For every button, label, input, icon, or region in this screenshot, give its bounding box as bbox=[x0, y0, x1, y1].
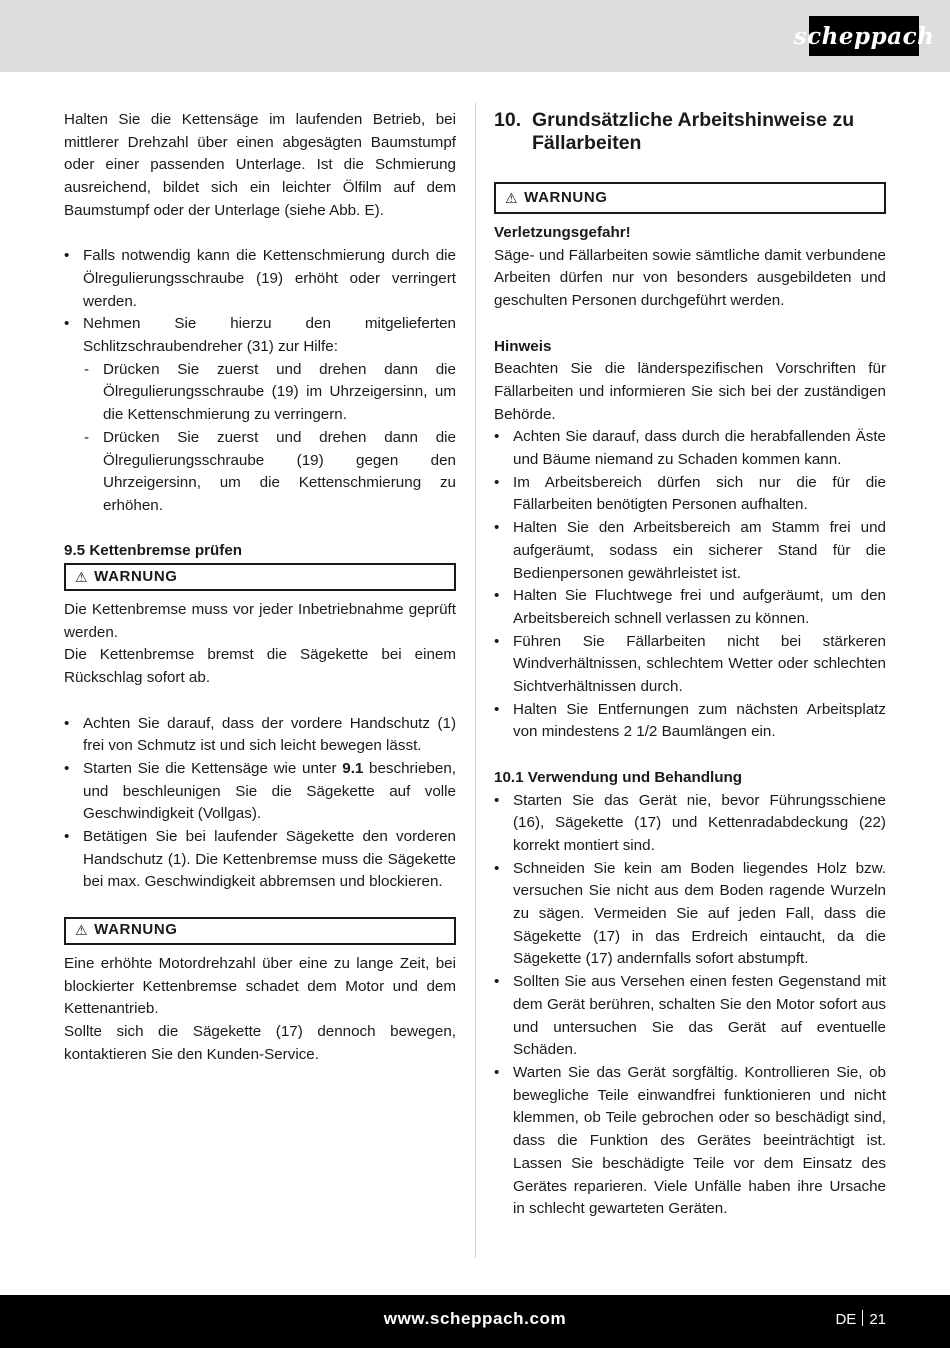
usage-list bbox=[494, 790, 886, 1221]
warning-box bbox=[494, 182, 886, 214]
page-number: 21 bbox=[869, 1311, 886, 1328]
list-item: • Halten Sie Fluchtwege frei und aufgeräumt, um den Arbeitsbereich schnell verlassen zu können. bbox=[494, 585, 886, 630]
column-divider bbox=[475, 103, 476, 1258]
list-item bbox=[64, 313, 456, 517]
list-item: • Warten Sie das Gerät sorgfältig. Kontrollieren Sie, ob bewegliche Teile einwandfrei funktionieren und nicht klemmen, ob Teile gebrochen oder so beschädigt sind, dass die Funktion des Gerätes beeinträchtigt ist. Lassen Sie beschädigte Teile vor dem Einsatz des Gerätes reparieren. Viele Unfälle haben ihre Ursache in schlecht gewarteten Geräten. bbox=[494, 1062, 886, 1221]
list-item-prefix: Starten Sie die Kettensäge wie unter bbox=[83, 759, 343, 777]
section-reference: 9.1 bbox=[342, 759, 364, 777]
list-item: • Achten Sie darauf, dass der vordere Handschutz (1) frei von Schmutz ist und sich leicht bewegen lässt. bbox=[64, 713, 456, 758]
list-item: • Halten Sie den Arbeitsbereich am Stamm frei und aufgeräumt, sodass ein sicherer Stand für die Bedienpersonen gewährleistet ist. bbox=[494, 517, 886, 585]
dash-item: - Drücken Sie zuerst und drehen dann die Ölregulierungsschraube (19) im Uhrzeigersinn, um die Kettenschmierung zu verringern. bbox=[83, 359, 456, 427]
language-code: DE bbox=[835, 1311, 857, 1328]
list-item: • Im Arbeitsbereich dürfen sich nur die für die Fällarbeiten benötigten Personen aufhalten. bbox=[494, 472, 886, 517]
warning-label: WARNUNG bbox=[524, 188, 608, 206]
warning-triangle-icon: ⚠ bbox=[75, 568, 89, 585]
danger-text: Säge- und Fällarbeiten sowie sämtliche damit verbundene Arbeiten dürfen nur von besonders ausgebildeten und geschulten Personen durchgeführt werden. bbox=[494, 246, 886, 310]
warning-triangle-icon: ⚠ bbox=[75, 922, 89, 939]
list-item: • Betätigen Sie bei laufender Sägekette den vorderen Handschutz (1). Die Kettenbremse muss die Sägekette bei max. Geschwindigkeit abbremsen und blockieren. bbox=[64, 826, 456, 894]
note-text: Beachten Sie die länderspezifischen Vorschriften für Fällarbeiten und informieren Sie sich bei der zuständigen Behörde. bbox=[494, 360, 886, 423]
intro-paragraph: Halten Sie die Kettensäge im laufenden Betrieb, bei mittlerer Drehzahl über einen abgesägten Baumstumpf oder einer passenden Unterlage. Ist die Schmierung ausreichend, bildet sich ein leichter Ölfilm auf dem Baumstumpf oder der Unterlage (siehe Abb. E). bbox=[64, 111, 456, 219]
list-item: • Achten Sie darauf, dass durch die herabfallenden Äste und Bäume niemand zu Schaden kommen kann. bbox=[494, 426, 886, 471]
list-item: • Führen Sie Fällarbeiten nicht bei stärkeren Windverhältnissen, schlechtem Wetter oder schlechten Sichtverhältnissen durch. bbox=[494, 631, 886, 699]
header-bar bbox=[0, 0, 950, 72]
separator bbox=[862, 1310, 863, 1326]
note-title: Hinweis bbox=[494, 337, 552, 355]
list-item-text: beschrieben, und beschleunigen Sie die Sägekette auf volle Geschwindigkeit (Vollgas). bbox=[83, 759, 456, 823]
chapter-heading bbox=[494, 109, 886, 155]
dash-list bbox=[83, 359, 456, 518]
list-item bbox=[64, 758, 456, 826]
warning-box bbox=[64, 563, 456, 591]
warning-label: WARNUNG bbox=[94, 567, 178, 585]
chapter-title: Grundsätzliche Arbeitshinweise zu Fällarbeiten bbox=[532, 109, 855, 154]
list-item: • Halten Sie Entfernungen zum nächsten Arbeitsplatz von mindestens 2 1/2 Baumlängen ein. bbox=[494, 699, 886, 744]
check-text: Die Kettenbremse bremst die Sägekette bei einem Rückschlag sofort ab. bbox=[64, 646, 456, 687]
page-indicator bbox=[835, 1310, 886, 1328]
left-column bbox=[64, 109, 456, 1066]
check-text: Die Kettenbremse muss vor jeder Inbetriebnahme geprüft werden. bbox=[64, 601, 456, 641]
dash-item: - Drücken Sie zuerst und drehen dann die Ölregulierungsschraube (19) gegen den Uhrzeigersinn, um die Kettenschmierung zu erhöhen. bbox=[83, 427, 456, 518]
warning-box bbox=[64, 917, 456, 945]
subsection-title: 10.1 Verwendung und Behandlung bbox=[494, 768, 743, 786]
note-list bbox=[494, 426, 886, 744]
warning-label: WARNUNG bbox=[94, 921, 178, 939]
footer-bar bbox=[0, 1295, 950, 1348]
list-item: • Sollten Sie aus Versehen einen festen Gegenstand mit dem Gerät berühren, schalten Sie den Motor sofort aus und untersuchen Sie das Gerät auf eventuelle Schäden. bbox=[494, 971, 886, 1062]
footer-url: www.scheppach.com bbox=[383, 1309, 567, 1328]
list-item-text: Nehmen Sie hierzu den mitgelieferten Schlitzschraubendreher (31) zur Hilfe: bbox=[83, 315, 456, 356]
chapter-number: 10. bbox=[494, 109, 522, 131]
warning-text: Eine erhöhte Motordrehzahl über eine zu lange Zeit, bei blockierter Kettenbremse schadet dem Motor und dem Kettenantrieb. bbox=[64, 954, 456, 1018]
list-item: • Falls notwendig kann die Kettenschmierung durch die Ölregulierungsschraube (19) erhöht oder verringert werden. bbox=[64, 245, 456, 313]
section-title-chain-brake: 9.5 Kettenbremse prüfen bbox=[64, 542, 243, 560]
list-item: • Starten Sie das Gerät nie, bevor Führungsschiene (16), Sägekette (17) und Kettenradabdeckung (22) korrekt montiert sind. bbox=[494, 790, 886, 858]
lubrication-list bbox=[64, 245, 456, 517]
danger-title: Verletzungsgefahr! bbox=[494, 224, 631, 241]
list-item: • Schneiden Sie kein am Boden liegendes Holz bzw. versuchen Sie nicht aus dem Boden ragende Wurzeln zu sägen. Vermeiden Sie auf jeden Fall, dass die Sägekette (17) in das Erdreich eintaucht, da die Sägekette (17) andernfalls sofort abstumpft. bbox=[494, 858, 886, 972]
warning-text: Sollte sich die Sägekette (17) dennoch bewegen, kontaktieren Sie den Kunden-Service. bbox=[64, 1022, 456, 1063]
right-column bbox=[494, 109, 886, 1221]
brand-logo: scheppach bbox=[809, 16, 919, 56]
warning-triangle-icon: ⚠ bbox=[505, 189, 519, 206]
check-list bbox=[64, 713, 456, 895]
